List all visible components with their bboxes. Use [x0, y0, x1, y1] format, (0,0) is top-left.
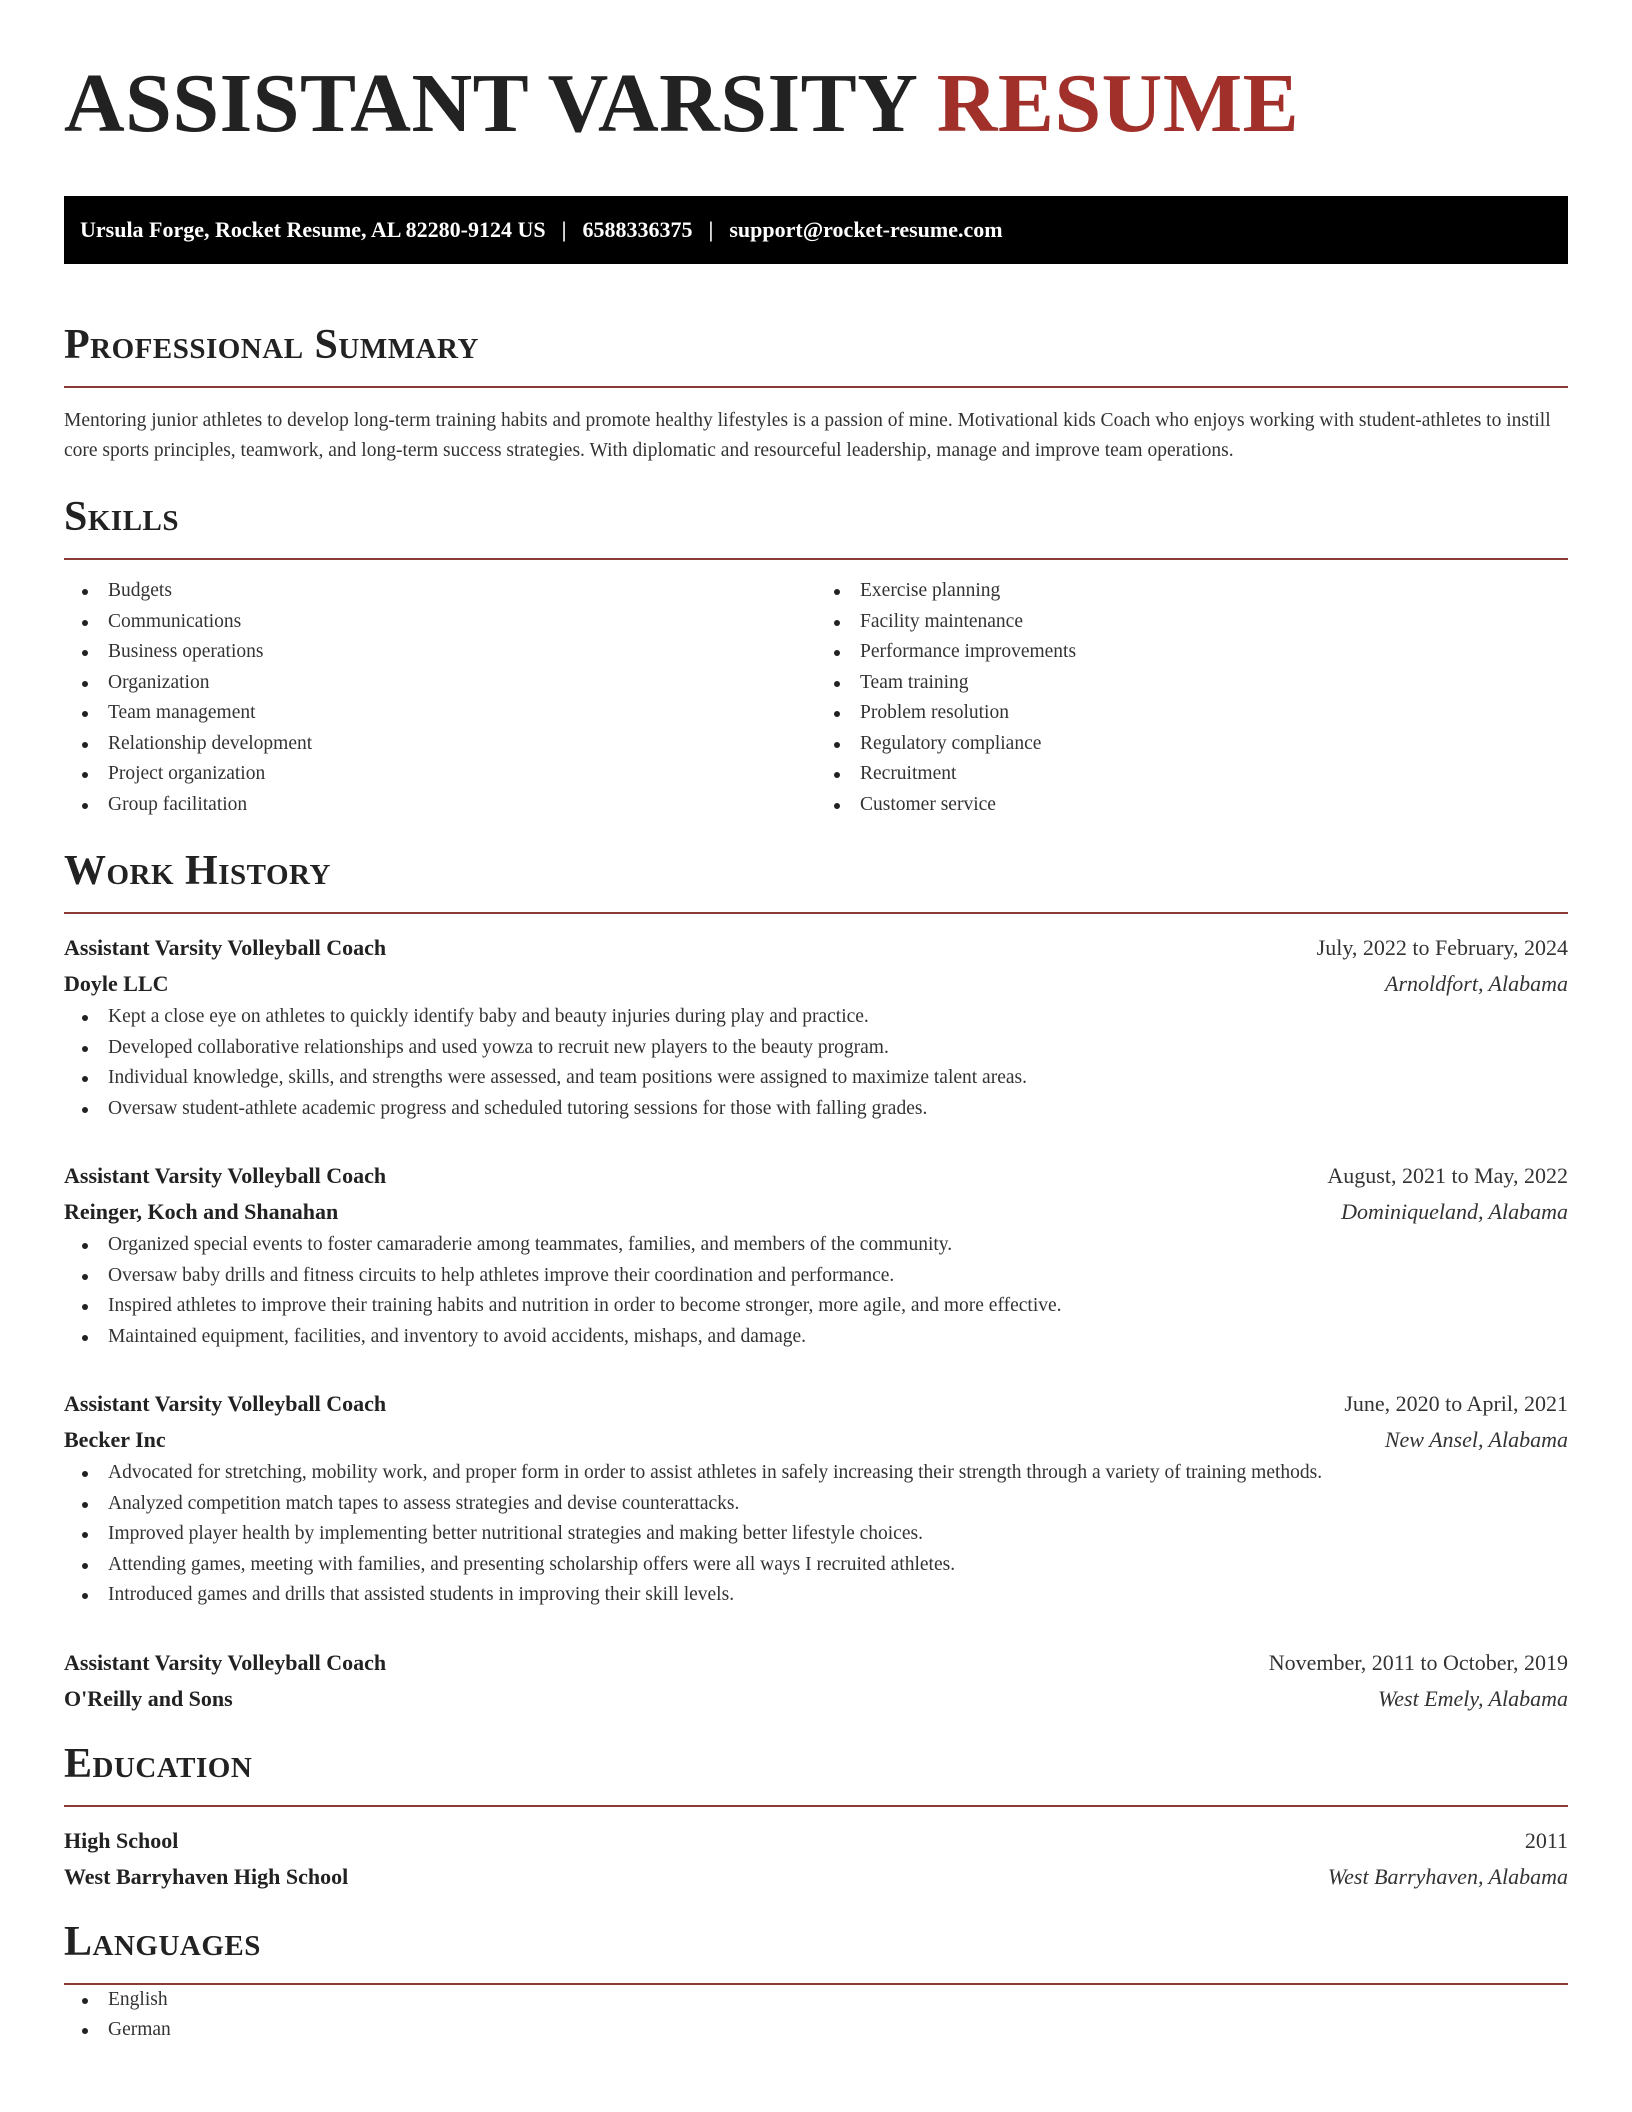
job-duty: Kept a close eye on athletes to quickly identify baby and beauty injuries during play and practice.	[64, 1002, 1568, 1033]
section-divider	[64, 386, 1568, 388]
education-school-row	[64, 1859, 1568, 1895]
title-accent: RESUME	[936, 57, 1300, 150]
work-history-section	[64, 846, 1568, 1717]
education-section	[64, 1739, 1568, 1895]
job-company-row	[64, 1194, 1568, 1230]
skills-list-left	[64, 576, 816, 820]
section-divider	[64, 912, 1568, 914]
languages-heading: Languages	[64, 1918, 261, 1965]
skills-list-right	[816, 576, 1568, 820]
job-title: Assistant Varsity Volleyball Coach	[64, 1163, 387, 1188]
job-title: Assistant Varsity Volleyball Coach	[64, 935, 387, 960]
summary-text: Mentoring junior athletes to develop long-term training habits and promote healthy lifestyles is a passion of mine. Motivational kids Coach who enjoys working with student-athletes to instill core sports principles, teamwork, and long-term success strategies. With diplomatic and resourceful leadership, manage and improve team operations.	[64, 410, 1551, 461]
skill-item: Project organization	[64, 759, 816, 790]
skill-item: Recruitment	[816, 759, 1568, 790]
language-item: English	[64, 1985, 1568, 2016]
job-company: Becker Inc	[64, 1427, 166, 1452]
job-duty: Attending games, meeting with families, and presenting scholarship offers were all ways I recruited athletes.	[64, 1550, 1568, 1581]
job-duty: Oversaw baby drills and fitness circuits to help athletes improve their coordination and performance.	[64, 1261, 1568, 1292]
job-entry	[64, 930, 1568, 1124]
job-duty: Maintained equipment, facilities, and inventory to avoid accidents, mishaps, and damage.	[64, 1322, 1568, 1353]
job-duty: Inspired athletes to improve their training habits and nutrition in order to become stronger, more agile, and more effective.	[64, 1291, 1568, 1322]
job-duty: Oversaw student-athlete academic progress and scheduled tutoring sessions for those with falling grades.	[64, 1094, 1568, 1125]
job-duty: Individual knowledge, skills, and strengths were assessed, and team positions were assigned to maximize talent areas.	[64, 1063, 1568, 1094]
skill-item: Performance improvements	[816, 637, 1568, 668]
skill-item: Facility maintenance	[816, 607, 1568, 638]
job-dates: July, 2022 to February, 2024	[1316, 935, 1568, 960]
skill-item: Customer service	[816, 790, 1568, 821]
education-heading: Education	[64, 1740, 253, 1787]
skill-item: Regulatory compliance	[816, 729, 1568, 760]
job-location: Dominiqueland, Alabama	[1341, 1199, 1568, 1224]
job-location: Arnoldfort, Alabama	[1385, 971, 1568, 996]
job-title-row	[64, 1645, 1568, 1681]
skill-item: Budgets	[64, 576, 816, 607]
job-dates: November, 2011 to October, 2019	[1268, 1649, 1568, 1675]
job-duties	[64, 1002, 1568, 1124]
job-company-row	[64, 1422, 1568, 1458]
education-entry	[64, 1823, 1568, 1895]
job-duty: Analyzed competition match tapes to assess strategies and devise counterattacks.	[64, 1489, 1568, 1520]
title-main: ASSISTANT VARSITY	[64, 57, 937, 150]
job-duty: Developed collaborative relationships and used yowza to recruit new players to the beauty program.	[64, 1033, 1568, 1064]
job-duty: Improved player health by implementing better nutritional strategies and making better lifestyle choices.	[64, 1519, 1568, 1550]
skill-item: Group facilitation	[64, 790, 816, 821]
skill-item: Exercise planning	[816, 576, 1568, 607]
job-company-row	[64, 966, 1568, 1002]
skills-section	[64, 492, 1568, 820]
job-company: Reinger, Koch and Shanahan	[64, 1199, 339, 1224]
languages-list	[64, 1985, 1568, 2046]
job-dates: August, 2021 to May, 2022	[1327, 1163, 1568, 1188]
education-degree: High School	[64, 1827, 179, 1853]
skill-item: Business operations	[64, 637, 816, 668]
job-company-row	[64, 1681, 1568, 1717]
contact-address: Ursula Forge, Rocket Resume, AL 82280-9124 US	[80, 217, 546, 242]
contact-bar	[64, 196, 1568, 264]
contact-phone: 6588336375	[582, 217, 693, 242]
languages-section	[64, 1917, 1568, 2046]
job-title-row	[64, 930, 1568, 966]
job-company: O'Reilly and Sons	[64, 1685, 233, 1711]
contact-separator: |	[708, 217, 714, 242]
skill-item: Communications	[64, 607, 816, 638]
skill-item: Team management	[64, 698, 816, 729]
work-history-heading: Work History	[64, 848, 331, 894]
job-duty: Advocated for stretching, mobility work, and proper form in order to assist athletes in safely increasing their strength through a variety of training methods.	[64, 1458, 1568, 1489]
job-duty: Introduced games and drills that assisted students in improving their skill levels.	[64, 1580, 1568, 1611]
job-title-row	[64, 1158, 1568, 1194]
section-divider	[64, 1805, 1568, 1807]
job-entry	[64, 1158, 1568, 1352]
section-divider	[64, 558, 1568, 560]
job-entry	[64, 1645, 1568, 1717]
job-entry	[64, 1386, 1568, 1611]
summary-section	[64, 320, 1568, 466]
skills-heading: Skills	[64, 494, 180, 540]
skill-item: Team training	[816, 668, 1568, 699]
contact-email: support@rocket-resume.com	[729, 217, 1003, 242]
contact-separator: |	[561, 217, 567, 242]
education-year: 2011	[1524, 1827, 1568, 1853]
page-title	[64, 56, 1568, 152]
job-company: Doyle LLC	[64, 971, 169, 996]
education-degree-row	[64, 1823, 1568, 1859]
skill-item: Problem resolution	[816, 698, 1568, 729]
education-location: West Barryhaven, Alabama	[1327, 1863, 1568, 1889]
job-duty: Organized special events to foster camaraderie among teammates, families, and members of the community.	[64, 1230, 1568, 1261]
skill-item: Relationship development	[64, 729, 816, 760]
skill-item: Organization	[64, 668, 816, 699]
education-school: West Barryhaven High School	[64, 1863, 349, 1889]
language-item: German	[64, 2015, 1568, 2046]
job-duties	[64, 1230, 1568, 1352]
skills-grid	[64, 576, 1568, 820]
job-title: Assistant Varsity Volleyball Coach	[64, 1649, 387, 1675]
job-title-row	[64, 1386, 1568, 1422]
job-duties	[64, 1458, 1568, 1611]
job-location: New Ansel, Alabama	[1384, 1427, 1568, 1452]
job-location: West Emely, Alabama	[1377, 1685, 1568, 1711]
job-dates: June, 2020 to April, 2021	[1344, 1391, 1568, 1416]
job-title: Assistant Varsity Volleyball Coach	[64, 1391, 387, 1416]
summary-heading: Professional Summary	[64, 322, 479, 368]
